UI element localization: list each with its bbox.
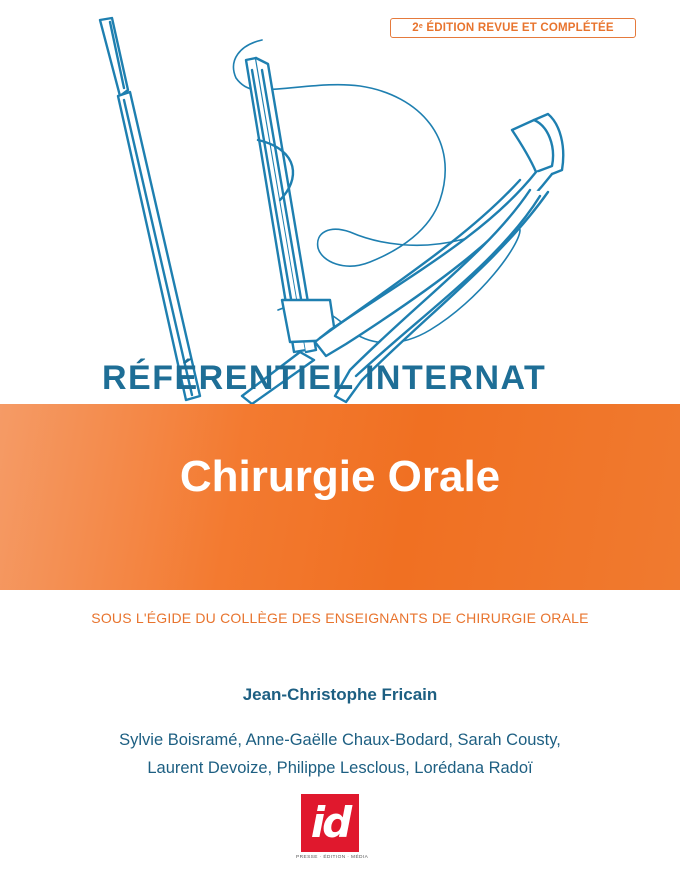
edition-number: 2	[412, 22, 419, 34]
publisher-tagline: PRESSE · ÉDITION · MÉDIA	[296, 855, 369, 860]
edition-badge: 2 $^e$ ÉDITION REVUE ET COMPLÉTÉE	[390, 18, 636, 38]
book-title: Chirurgie Orale	[179, 452, 501, 501]
needle-holder-icon	[246, 58, 336, 352]
publisher-logo-text: id	[310, 798, 350, 847]
scalpel-icon	[100, 18, 200, 400]
coauthors-line: Sylvie Boisramé, Anne-Gaëlle Chaux-Bodard, Sarah Cousty,	[119, 731, 561, 749]
coauthors-list	[0, 726, 680, 782]
series-title: RÉFÉRENTIEL INTERNAT	[102, 359, 547, 397]
surgical-instruments-illustration	[0, 0, 680, 420]
publisher-logo	[296, 794, 369, 866]
coauthors-line: Laurent Devoize, Philippe Lesclous, Lorédana Radoï	[147, 759, 533, 777]
subtitle: SOUS L'ÉGIDE DU COLLÈGE DES ENSEIGNANTS DE CHIRURGIE ORALE	[91, 610, 589, 626]
edition-text: ÉDITION REVUE ET COMPLÉTÉE	[426, 22, 614, 34]
main-author: Jean-Christophe Fricain	[242, 685, 438, 704]
